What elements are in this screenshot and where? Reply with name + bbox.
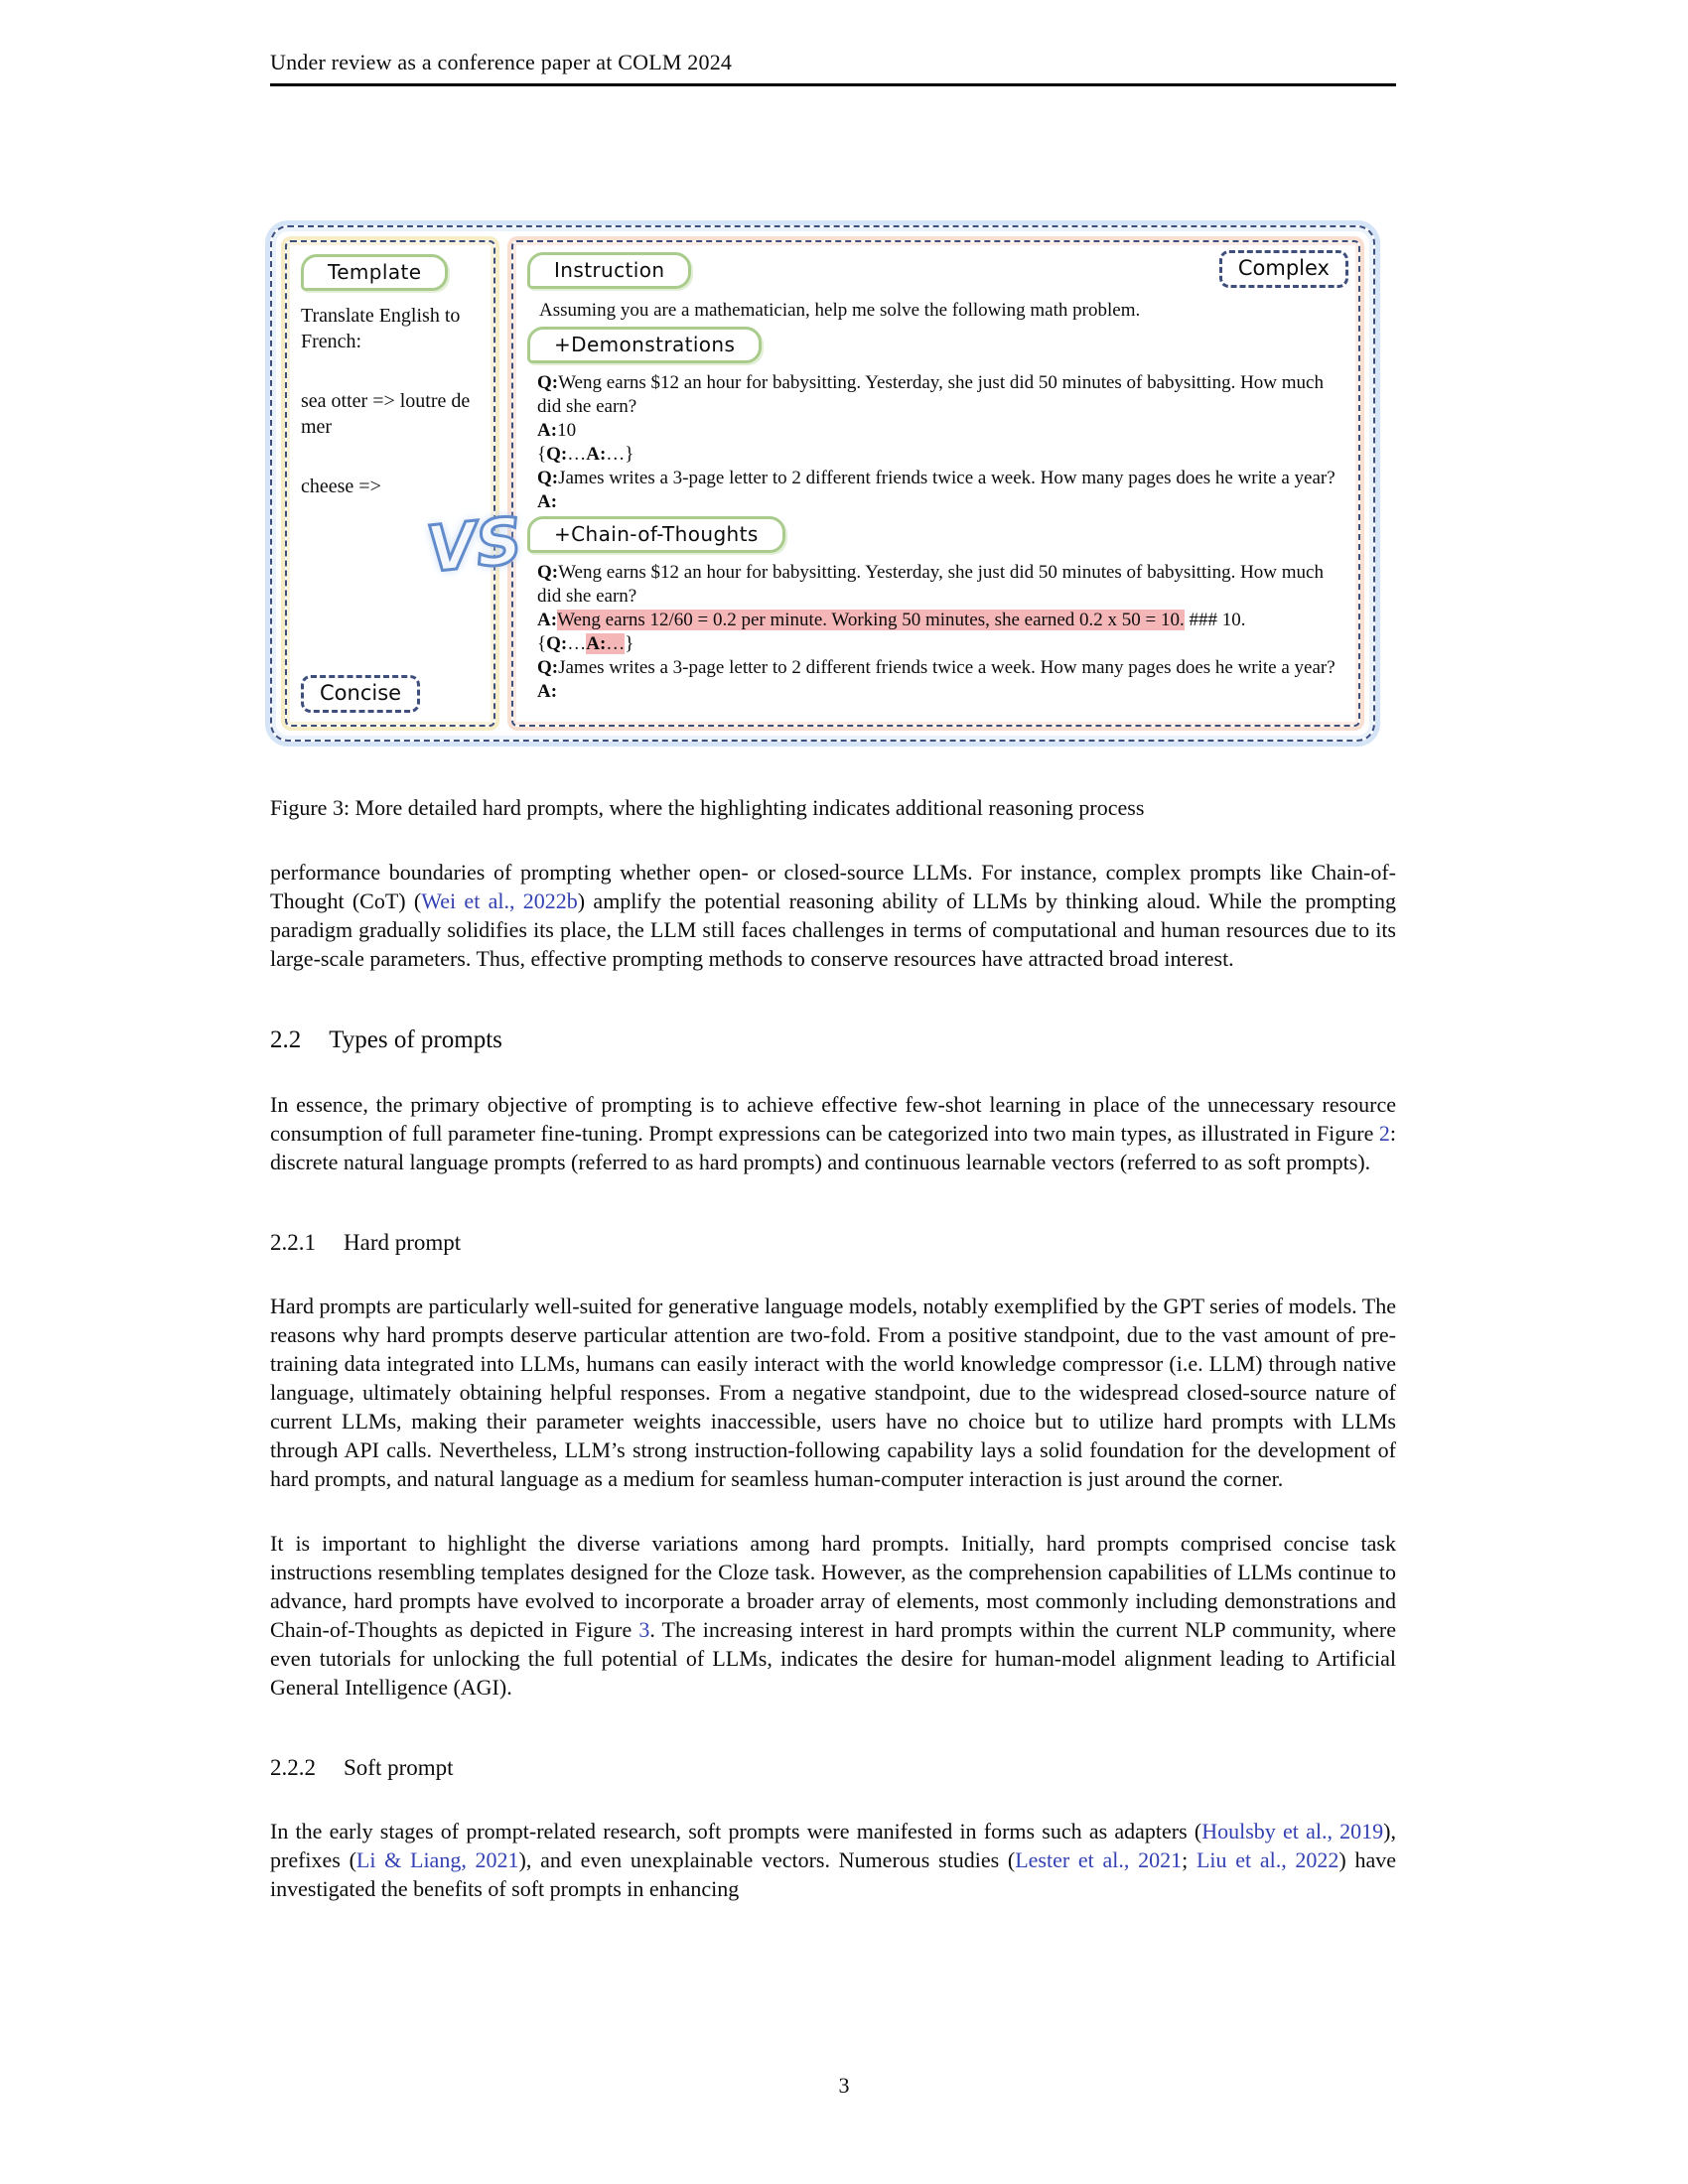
prompt-text-line: A:10 [537,420,577,441]
prompt-text-line: Q:Weng earns $12 an hour for babysitting. Yesterday, she just did 50 minutes of babysitting. How much did she earn? [537,372,1324,417]
citation-link[interactable]: Houlsby et al., 2019 [1201,1819,1384,1843]
header-rule [270,83,1396,86]
demonstrations-label: +Demonstrations [527,327,762,363]
complex-badge: Complex [1219,250,1348,288]
template-text-line: cheese => [301,476,381,497]
figure-caption: Figure 3: More detailed hard prompts, where the highlighting indicates additional reasoning process [270,795,1145,820]
prompt-text-line: A:Weng earns 12/60 = 0.2 per minute. Working 50 minutes, she earned 0.2 x 50 = 10. ### 10. [537,610,1246,630]
running-header: Under review as a conference paper at COLM 2024 [270,50,733,74]
citation-link[interactable]: Liu et al., 2022 [1196,1847,1339,1872]
paragraph-in-essence: In essence, the primary objective of prompting is to achieve effective few-shot learning in place of the unnecessary resource consumption of full parameter fine-tuning. Prompt expressions can be categorized into two main types, as illustrated in Figure 2: discrete natural language prompts (referred to as hard prompts) and continuous learnable vectors (referred to as soft prompts). [270,1092,1396,1174]
instruction-label: Instruction [527,252,691,289]
section-number: 2.2 [270,1026,302,1053]
paragraph-hard-prompts: Hard prompts are particularly well-suited for generative language models, notably exemplified by the GPT series of models. The reasons why hard prompts deserve particular attention are two-fold. From a positive standpoint, due to the vast amount of pre-training data integrated into LLMs, humans can easily interact with the world knowledge compressor (i.e. LLM) through native language, ultimately obtaining helpful responses. From a negative standpoint, due to the widespread closed-source nature of current LLMs, making their parameter weights inaccessible, users have no choice but to utilize hard prompts with LLMs through API calls. Nevertheless, LLM’s strong instruction-following capability lays a solid foundation for the development of hard prompts, and natural language as a medium for seamless human-computer interaction is just around the corner. [270,1294,1396,1491]
section-heading-hard-prompt [270,1230,1396,1256]
demonstrations-lines [527,371,1342,514]
prompt-text-line: Q:Weng earns $12 an hour for babysitting. Yesterday, she just did 50 minutes of babysitting. How much did she earn? [537,562,1324,607]
section-heading-types-of-prompts [270,1026,1396,1054]
instruction-text: Assuming you are a mathematician, help me solve the following math problem. [539,300,1141,321]
prompt-text-line: Q:James writes a 3-page letter to 2 different friends twice a week. How many pages does he write a year? [537,657,1336,678]
section-title: Types of prompts [329,1026,502,1053]
section-heading-soft-prompt [270,1755,1396,1781]
template-panel [285,240,495,727]
prompt-text-line: {Q:…A:…} [537,444,634,465]
template-label: Template [301,254,448,291]
vs-text: VS [423,504,526,588]
figure-3-diagram [270,225,1375,742]
citation-link[interactable]: Wei et al., 2022b [421,888,578,913]
citation-link[interactable]: 3 [638,1617,650,1642]
prompt-text-line: Q:James writes a 3-page letter to 2 different friends twice a week. How many pages does he write a year? [537,468,1336,488]
citation-link[interactable]: Li & Liang, 2021 [355,1847,519,1872]
paragraph-diverse-variations: It is important to highlight the diverse variations among hard prompts. Initially, hard prompts comprised concise task instructions resembling templates designed for the Cloze task. However, as the comprehension capabilities of LLMs continue to advance, hard prompts have evolved to incorporate a broader array of elements, most commonly including demonstrations and Chain-of-Thoughts as depicted in Figure 3. The increasing interest in hard prompts within the current NLP community, where even tutorials for unlocking the full potential of LLMs, indicates the desire for human-model alignment leading to Artificial General Intelligence (AGI). [270,1531,1396,1700]
section-number: 2.2.1 [270,1230,316,1255]
template-text-line: Translate English to French: [301,305,461,352]
paragraph-performance-boundaries: performance boundaries of prompting whether open- or closed-source LLMs. For instance, complex prompts like Chain-of-Thought (CoT) (Wei et al., 2022b) amplify the potential reasoning ability of LLMs by thinking aloud. While the prompting paradigm gradually solidifies its place, the LLM still faces challenges in terms of computational and human resources due to its large-scale parameters. Thus, effective prompting methods to conserve resources have attracted broad interest. [270,860,1396,971]
concise-badge: Concise [301,675,420,713]
text-column [270,50,1396,1903]
citation-link[interactable]: Lester et al., 2021 [1015,1847,1183,1872]
prompt-text-line: {Q:…A:…} [537,633,634,654]
prompt-text-line: A: [537,681,558,702]
section-title: Soft prompt [344,1755,454,1780]
chain-of-thoughts-lines [527,561,1342,704]
citation-link[interactable]: 2 [1378,1121,1390,1146]
paragraph-soft-prompts: In the early stages of prompt-related research, soft prompts were manifested in forms such as adapters (Houlsby et al., 2019), prefixes (Li & Liang, 2021), and even unexplainable vectors. Numerous studies (Lester et al., 2021; Liu et al., 2022) have investigated the benefits of soft prompts in enhancing [270,1819,1396,1901]
chain-of-thoughts-label: +Chain-of-Thoughts [527,516,785,553]
figure-outer-box [270,225,1375,742]
complex-prompt-panel [511,240,1360,727]
prompt-text-line: A: [537,491,558,512]
section-title: Hard prompt [344,1230,462,1255]
section-number: 2.2.2 [270,1755,316,1780]
template-text-line: sea otter => loutre de mer [301,390,471,438]
page-number: 3 [838,2073,850,2098]
